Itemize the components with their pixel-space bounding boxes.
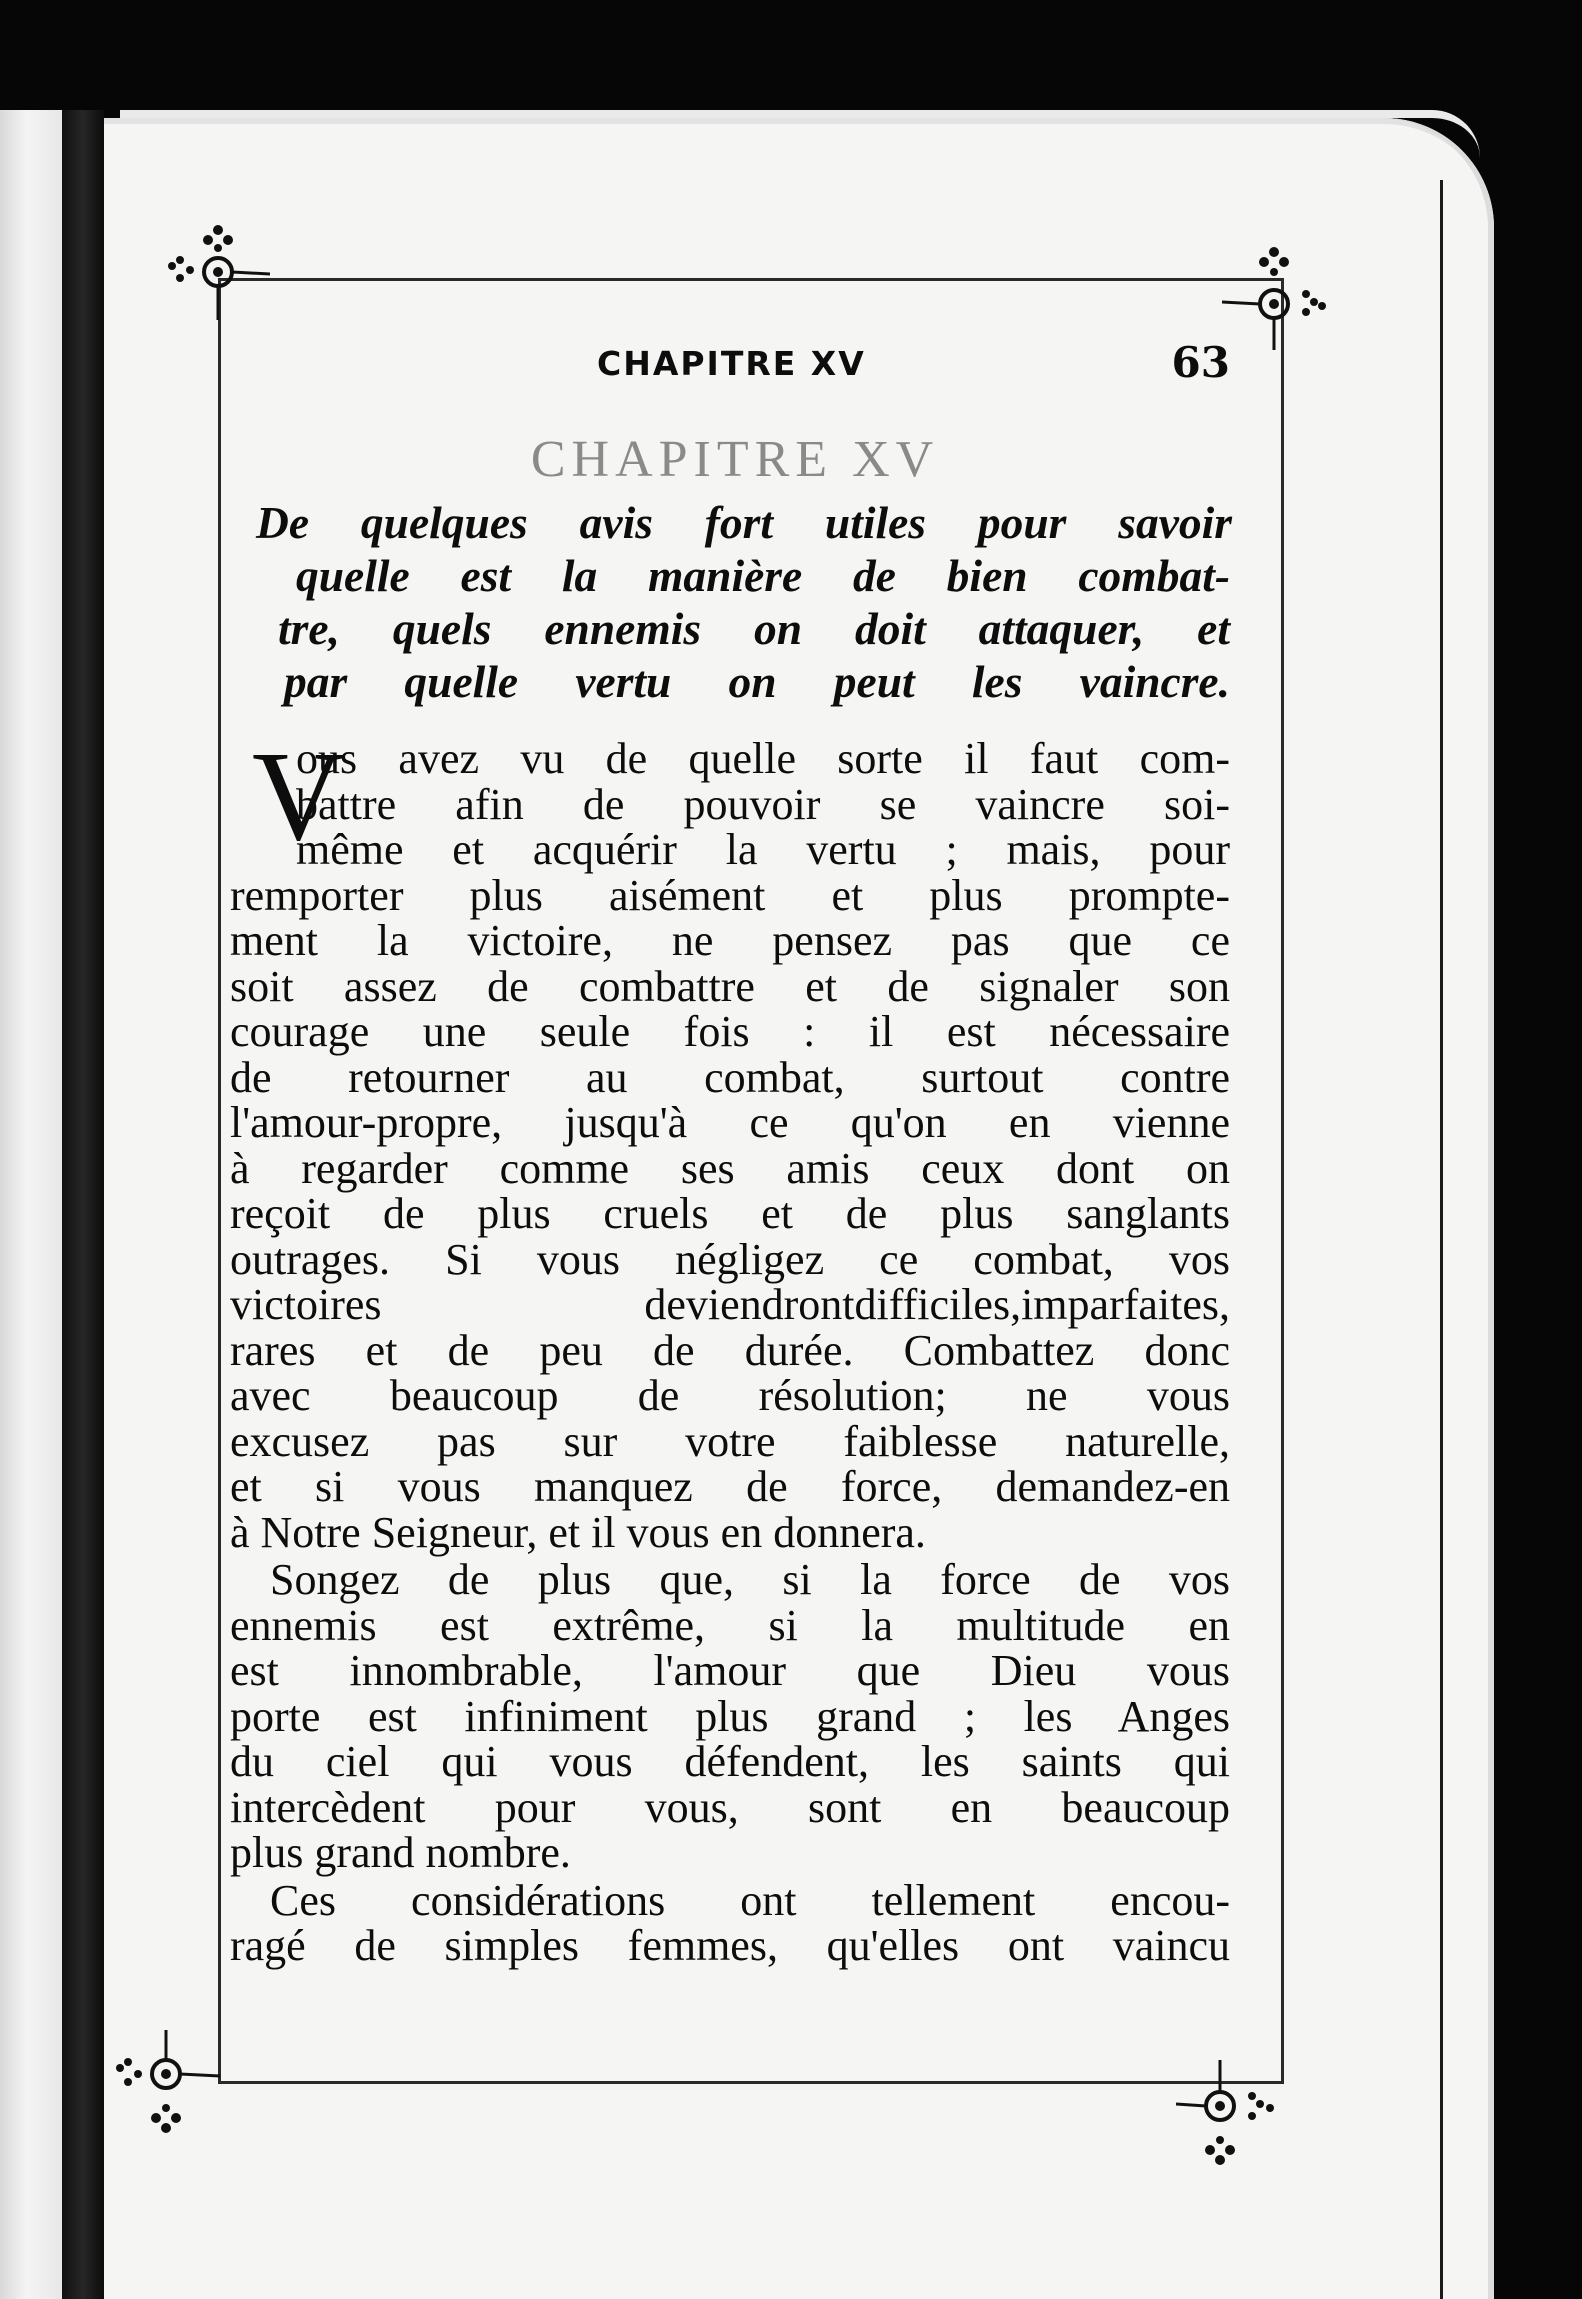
text-line: ment la victoire, ne pensez pas que ce	[230, 916, 1230, 965]
subtitle-line: De quelques avis fort utiles pour savoir	[256, 497, 1232, 548]
text-line: est innombrable, l'amour que Dieu vous	[230, 1646, 1230, 1695]
page-edge-highlight	[120, 110, 1480, 158]
text-line: reçoit de plus cruels et de plus sanglants	[230, 1189, 1230, 1238]
text-line: battre afin de pouvoir se vaincre soi-	[296, 779, 1230, 829]
corner-ornament-bottom-right-icon	[1176, 2060, 1296, 2180]
corner-ornament-top-left-icon	[150, 200, 270, 320]
text-line: l'amour-propre, jusqu'à ce qu'on en vienne	[230, 1098, 1230, 1147]
page-edge-shadow	[1440, 180, 1503, 2299]
corner-ornament-top-right-icon	[1222, 230, 1342, 350]
text-line: excusez pas sur votre faiblesse naturelle,	[230, 1416, 1230, 1466]
text-line: victoires deviendrontdifficiles,imparfaites,	[230, 1280, 1230, 1329]
text-line: du ciel qui vous défendent, les saints qui	[230, 1737, 1230, 1786]
paragraph	[230, 725, 1230, 1557]
text-line: outrages. Si vous négligez ce combat, vos	[230, 1234, 1230, 1284]
text-line: plus grand nombre.	[230, 1828, 571, 1877]
text-line: ennemis est extrême, si la multitude en	[230, 1600, 1230, 1650]
subtitle-line: tre, quels ennemis on doit attaquer, et	[278, 603, 1230, 654]
text-line: de retourner au combat, surtout contre	[230, 1052, 1230, 1102]
text-line: rares et de peu de durée. Combattez donc	[230, 1325, 1230, 1375]
text-line: porte est infiniment plus grand ; les Anges	[230, 1691, 1230, 1741]
text-line: ous avez vu de quelle sorte il faut com-	[296, 734, 1230, 783]
running-head-title: CHAPITRE XV	[597, 344, 866, 383]
text-line: à Notre Seigneur, et il vous en donnera.	[230, 1507, 926, 1557]
chapter-title: CHAPITRE XV	[530, 431, 940, 488]
text-line: soit assez de combattre et de signaler son	[230, 961, 1230, 1011]
text-line: et si vous manquez de force, demandez-en	[230, 1462, 1230, 1511]
text-line: à regarder comme ses amis ceux dont on	[230, 1143, 1230, 1193]
text-line: remporter plus aisément et plus prompte-	[230, 870, 1230, 920]
text-line: Ces considérations ont tellement encou-	[270, 1875, 1230, 1925]
text-line: intercèdent pour vous, sont en beaucoup	[230, 1782, 1230, 1832]
text-line: courage une seule fois : il est nécessaire	[230, 1007, 1230, 1056]
text-line: Songez de plus que, si la force de vos	[270, 1555, 1230, 1604]
facing-page-edge	[0, 110, 66, 2299]
paragraph	[230, 1557, 1230, 1876]
chapter-subtitle	[230, 496, 1230, 708]
page-number: 63	[1171, 338, 1230, 387]
book-gutter	[62, 110, 104, 2299]
drop-cap: V	[252, 725, 345, 867]
corner-ornament-bottom-left-icon	[100, 2030, 220, 2150]
running-head	[230, 330, 1230, 390]
paragraph	[230, 1875, 1230, 1970]
text-line: avec beaucoup de résolution; ne vous	[230, 1371, 1230, 1420]
page-text	[230, 330, 1230, 1969]
subtitle-line: quelle est la manière de bien combat-	[296, 550, 1230, 601]
text-line: ragé de simples femmes, qu'elles ont vaincu	[230, 1921, 1230, 1970]
body-text	[230, 725, 1230, 1970]
text-line: même et acquérir la vertu ; mais, pour	[296, 825, 1230, 874]
subtitle-line: par quelle vertu on peut les vaincre.	[284, 656, 1230, 707]
